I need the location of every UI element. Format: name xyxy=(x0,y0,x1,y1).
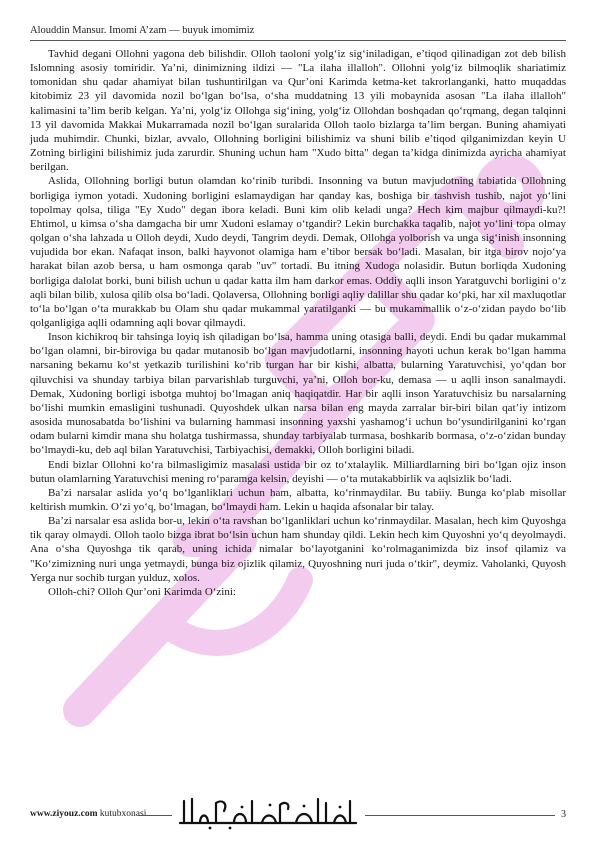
paragraph-inson-tahsin: Inson kichikroq bir tahsinga loyiq ish qiladigan bo‘lsa, hamma uning otasiga balli, deydi. Endi bu qadar mukammal bo‘lgan olamni, bir-biroviga bu qadar mutanosib bo‘lgan mavjudotlarni, insonning hayoti uchun kerak bo‘lgan hamma narsaning bekamu ko‘st yetkazib turilishini ko‘rib turgan har bir kishi, albatta, bularning Yaratuvchisi, yo‘qdan bor qiluvchisi va shunday tarbiya bilan parvarishlab turguvchi, ya’ni, Olloh bor-ku, demasa — u aqlli inson sanalmaydi. Demak, Xudoning borligi isbotga muhtoj bo‘lmagan aniq haqiqatdir. Har bir aqlli inson Yaratuvchisiz bu narsalarning bo‘lishi mumkin emasligini tushunadi. Quyoshdek ulkan narsa bilan eng mayda zarralar bir-biri bilan qat’iy intizom asosida munosabatda bo‘lishini va bularning hammasi insonning yaxshi yashamog‘i uchun bo‘ysundirilganini ko‘rgan odam bularni kimdir mana shu holatga tushirmassa, shunday tarbiyalab turmasa, boshkarib bormasa, o‘z-o‘zidan bunday bo‘lmaydi-ku, deb aql bilan Yaratuvchisi, Tarbiyachisi, demakki, Olloh borligini biladi. xyxy=(30,331,566,457)
header-divider xyxy=(30,40,566,41)
paragraph-quyosh: Ba’zi narsalar esa aslida bor-u, lekin o‘ta ravshan bo‘lganliklari uchun ko‘rinmaydilar. Masalan, hech kim Quyoshga tik qaray olmaydi. Olloh taolo bizga ibrat bo‘lsin uchun ham shunday qildi. Lekin hech kim Quyoshni yo‘q deyolmaydi. Ana o‘sha Quyoshga tik qarab, uning ichida nimalar bo‘layotganini ko‘rolmaganimizda biz insof qilamiz va "Ko‘zimizning nuri unga yetmaydi, bunga biz ojizlik qilamiz, Quyoshning nuri juda o‘tkir", deymiz. Vaholanki, Quyosh Yerga nur sochib turgan yulduz, xolos. xyxy=(30,515,566,584)
footer-site xyxy=(30,809,146,819)
arabic-calligraphy-verse-icon xyxy=(172,793,364,831)
running-header: Alouddin Mansur. Imomi A’zam — buyuk imomimiz xyxy=(30,25,255,36)
paragraph-olloh-chi: Olloh-chi? Olloh Qur’oni Karimda O‘zini: xyxy=(48,585,236,598)
footer-site-suffix: kutubxonasi xyxy=(97,809,147,819)
page-footer xyxy=(30,793,566,833)
paragraph-ollohni-korish: Endi bizlar Ollohni ko‘ra bilmasligimiz masalasi ustida bir oz to‘xtalaylik. Milliardlarning biri bo‘lgan ojiz inson butun olamlarning Yaratuvchisi mening ro‘paramga kelsin, deyishi — o‘ta mutakabbirlik va aqlsizlik bo‘ladi. xyxy=(30,458,566,485)
paragraph-olloh-borligi: Aslida, Ollohning borligi butun olamdan ko‘rinib turibdi. Insonning va butun mavjudotning tabiatida Ollohning borligiga iymon yotadi. Xudoning borligini eslamaydigan har qanday kas, boshiga bir tashvish tushib, najot yo‘lini topolmay qolsa, tiliga "Ey Xudo" degan ibora keladi. Buni kim olib keladi unga? Hech kim majbur qilmaydi-ku?! Ehtimol, u kimsa o‘sha damgacha bir umr Xudoni eslamay o‘tgandir? Lekin burchakka taqalib, najot yo‘lini topa olmay qolgan o‘sha lahzada u Olloh deydi, Xudo deydi, Tangrim deydi. Demak, Ollohga yolborish va unga sig‘inish insonning vujudida bor ekan. Nafaqat inson, balki hayvonot olamiga ham e’tibor bersak bo‘ladi. Masalan, bir itga birov nojo‘ya harakat bilan azob bersa, u ham osmonga qarab "uv" tortadi. Bu itning Xudoga nolasidir. Butun borliqda Xudoning borligiga dalolat borki, buni bilish uchun u qadar katta ilm ham darkor emas. Oddiy aqlli inson Yaratguvchi borligini o‘z aqli bilan bilib, xulosa qilib olsa bo‘ladi. Qolaversa, Ollohning borligi aqliy dalillar shu qadar ko‘pki, har xil maxluqotlar to‘la bo‘lgan o‘ta murakkab bu Olam shu qadar mukammal yaratilganki — bu mukammallik o‘z-o‘zidan paydo bo‘lib qolganligiga aqlli odamning aqli bovar qilmaydi. xyxy=(30,175,566,329)
footer-divider-right xyxy=(365,815,555,816)
page-number: 3 xyxy=(561,809,566,820)
footer-site-link[interactable]: www.ziyouz.com xyxy=(30,809,98,819)
article-body xyxy=(30,47,566,599)
paragraph-tavhid: Tavhid degani Ollohni yagona deb bilishdir. Olloh taoloni yolg‘iz sig‘iniladigan, e’tiqod qilinadigan zot deb bilish Islomning asosiy tomiridir. Ya’ni, dinimizning ildizi — "La ilaha illalloh". Ollohni yolg‘iz bilmoqlik shariatimiz tomonidan shu qadar ahamiyat bilan tushuntirilgan va Qur’oni Karimda ketma-ket takrorlanganki, hatto muqaddas kitobimiz 23 yil davomida nozil bo‘lgan bo‘lsa, o‘sha muddatning 13 yili mobaynida asosan "La ilaha illalloh" kalimasini ta’lim berib kelgan. Ya’ni, yolg‘iz Ollohga sig‘ining, yolg‘iz Ollohdan boshqadan qo‘rqmang, degan talqinni 13 yil davomida Makkai Mukarramada nozil bo‘lgan suralarida Olloh taolo bizlarga ta’lim bergan. Buning ahamiyati juda muhimdir. Chunki, bizlar, avvalo, Ollohning borligini bilishimiz va shuni bilib e’tiqod qilganimizdan keyin U Zotning birligini bilishimiz juda zarurdir. Shuning uchun ham "Xudo bitta" degan ta’kidga dinimizda ayricha ahamiyat berilgan. xyxy=(30,48,566,174)
paragraph-yoq-narsalar: Ba’zi narsalar aslida yo‘q bo‘lganliklari uchun ham, albatta, ko‘rinmaydilar. Bu tabiiy. Bunga ko‘plab misollar keltirish mumkin. O‘zi yo‘q, bo‘lmagan, bo‘lmaydi ham. Lekin u haqida afsonalar bir talay. xyxy=(30,486,566,513)
footer-divider-left xyxy=(138,815,172,816)
